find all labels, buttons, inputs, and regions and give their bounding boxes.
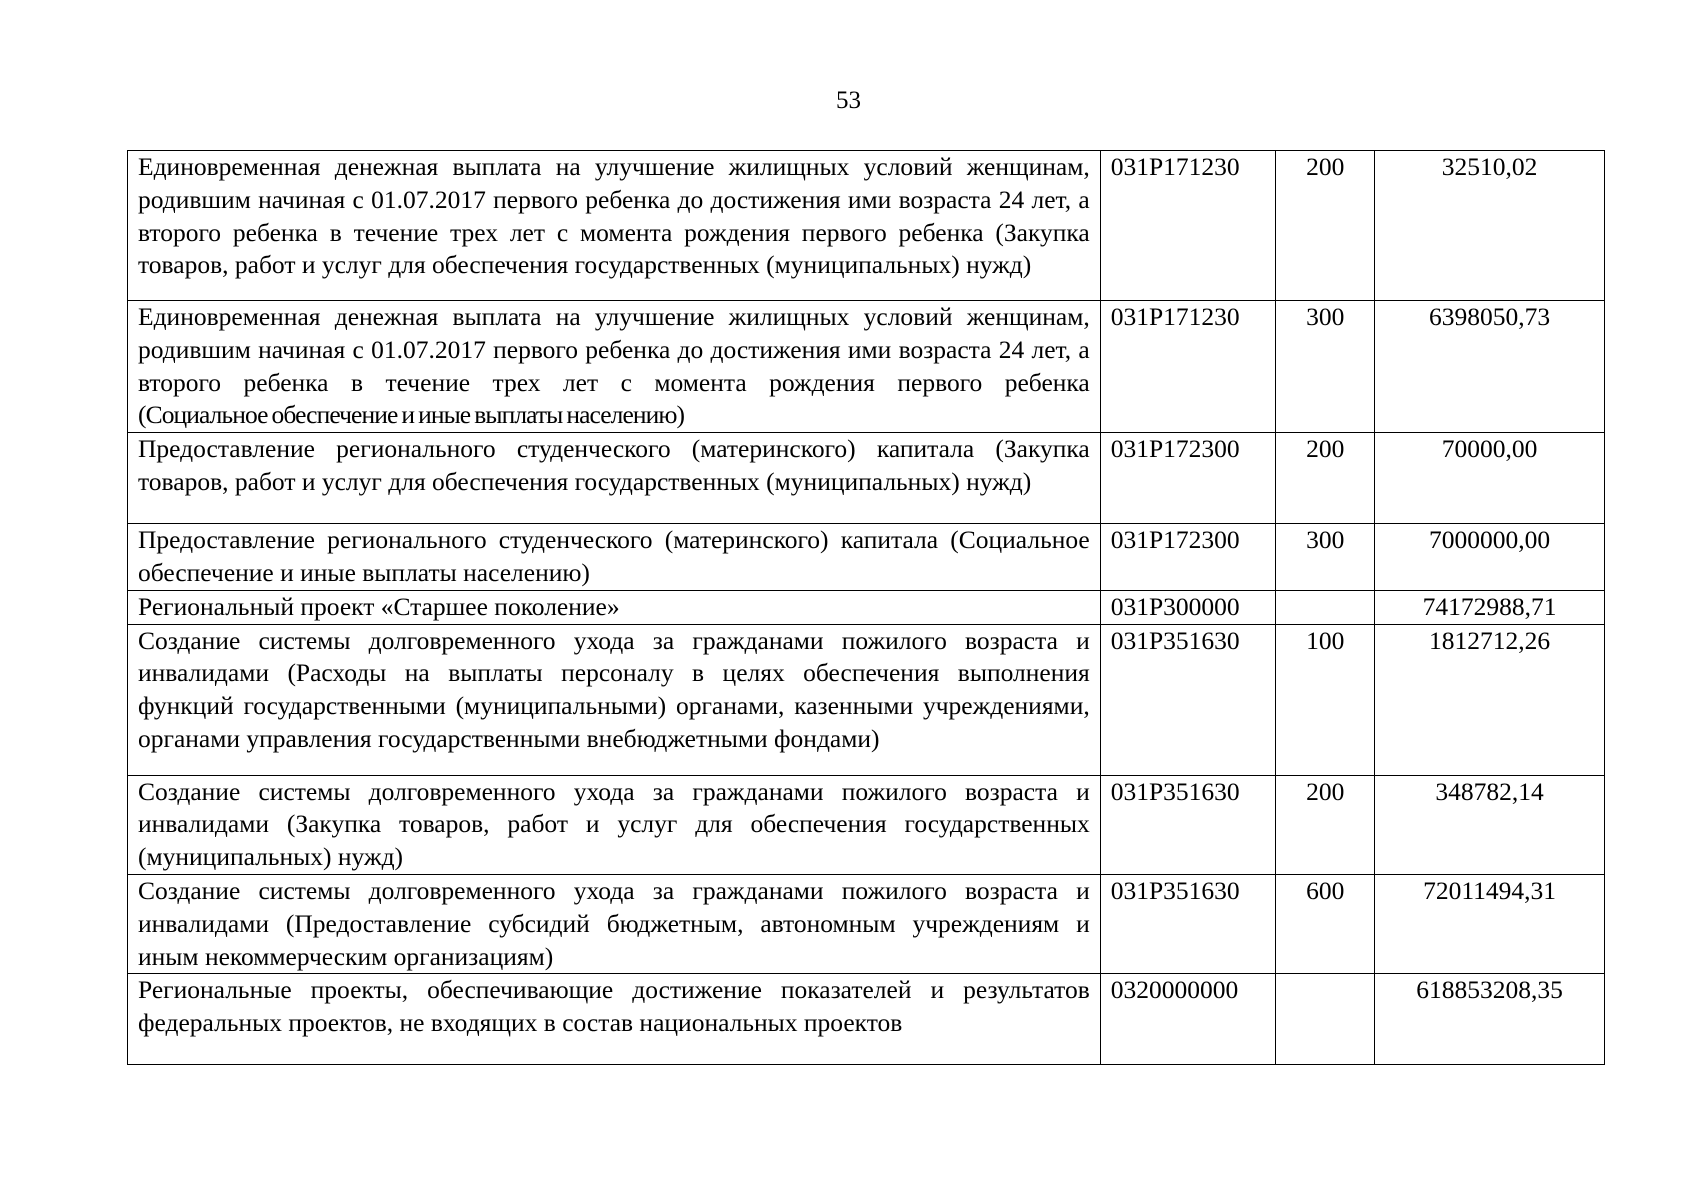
row-sum: 70000,00 bbox=[1375, 433, 1605, 524]
row-name: Предоставление регионального студенческого (материнского) капитала (Закупка товаров, работ и услуг для обеспечения государственных (муниципальных) нужд) bbox=[128, 433, 1101, 524]
row-code: 031P351630 bbox=[1100, 874, 1276, 973]
budget-table bbox=[127, 150, 1605, 1065]
table-row bbox=[128, 775, 1605, 874]
row-code: 031P171230 bbox=[1100, 301, 1276, 433]
row-expense-type: 200 bbox=[1276, 151, 1375, 301]
row-sum: 72011494,31 bbox=[1375, 874, 1605, 973]
row-sum: 7000000,00 bbox=[1375, 524, 1605, 591]
row-code: 031P172300 bbox=[1100, 524, 1276, 591]
table-row bbox=[128, 874, 1605, 973]
table-row bbox=[128, 433, 1605, 524]
row-name-main: Единовременная денежная выплата на улучшение жилищных условий женщинам, родившим начиная с 01.07.2017 первого ребенка до достижения ими возраста 24 лет, а второго ребенка в течение трех лет с момента рождения первого ребенка bbox=[138, 302, 1090, 397]
row-sum: 618853208,35 bbox=[1375, 974, 1605, 1065]
row-code: 031P300000 bbox=[1100, 590, 1276, 624]
table-row bbox=[128, 974, 1605, 1065]
row-name: Региональный проект «Старшее поколение» bbox=[128, 590, 1101, 624]
row-expense-type: 300 bbox=[1276, 524, 1375, 591]
row-name bbox=[128, 301, 1101, 433]
row-expense-type: 600 bbox=[1276, 874, 1375, 973]
row-code: 031P351630 bbox=[1100, 775, 1276, 874]
table-row bbox=[128, 624, 1605, 775]
row-expense-type: 200 bbox=[1276, 775, 1375, 874]
row-name: Единовременная денежная выплата на улучшение жилищных условий женщинам, родившим начиная с 01.07.2017 первого ребенка до достижения ими возраста 24 лет, а второго ребенка в течение трех лет с момента рождения первого ребенка (Закупка товаров, работ и услуг для обеспечения государственных (муниципальных) нужд) bbox=[128, 151, 1101, 301]
table-row bbox=[128, 151, 1605, 301]
row-sum: 1812712,26 bbox=[1375, 624, 1605, 775]
row-sum: 32510,02 bbox=[1375, 151, 1605, 301]
table-row bbox=[128, 524, 1605, 591]
row-code: 031P351630 bbox=[1100, 624, 1276, 775]
page-number: 53 bbox=[836, 87, 861, 114]
row-name: Предоставление регионального студенческого (материнского) капитала (Социальное обеспечение и иные выплаты населению) bbox=[128, 524, 1101, 591]
row-expense-type: 300 bbox=[1276, 301, 1375, 433]
row-name: Создание системы долговременного ухода за гражданами пожилого возраста и инвалидами (Закупка товаров, работ и услуг для обеспечения государственных (муниципальных) нужд) bbox=[128, 775, 1101, 874]
row-expense-type: 200 bbox=[1276, 433, 1375, 524]
row-sum: 6398050,73 bbox=[1375, 301, 1605, 433]
row-sum: 348782,14 bbox=[1375, 775, 1605, 874]
table-row bbox=[128, 590, 1605, 624]
row-code: 031P172300 bbox=[1100, 433, 1276, 524]
table-row bbox=[128, 301, 1605, 433]
row-name: Региональные проекты, обеспечивающие достижение показателей и результатов федеральных проектов, не входящих в состав национальных проектов bbox=[128, 974, 1101, 1065]
row-expense-type: 100 bbox=[1276, 624, 1375, 775]
row-code: 0320000000 bbox=[1100, 974, 1276, 1065]
row-name-tail: (Социальное обеспечение и иные выплаты населению) bbox=[138, 400, 685, 430]
row-name: Создание системы долговременного ухода за гражданами пожилого возраста и инвалидами (Расходы на выплаты персоналу в целях обеспечения выполнения функций государственными (муниципальными) органами, казенными учреждениями, органами управления государственными внебюджетными фондами) bbox=[128, 624, 1101, 775]
row-code: 031P171230 bbox=[1100, 151, 1276, 301]
row-expense-type bbox=[1276, 974, 1375, 1065]
row-sum: 74172988,71 bbox=[1375, 590, 1605, 624]
row-expense-type bbox=[1276, 590, 1375, 624]
row-name: Создание системы долговременного ухода за гражданами пожилого возраста и инвалидами (Предоставление субсидий бюджетным, автономным учреждениям и иным некоммерческим организациям) bbox=[128, 874, 1101, 973]
